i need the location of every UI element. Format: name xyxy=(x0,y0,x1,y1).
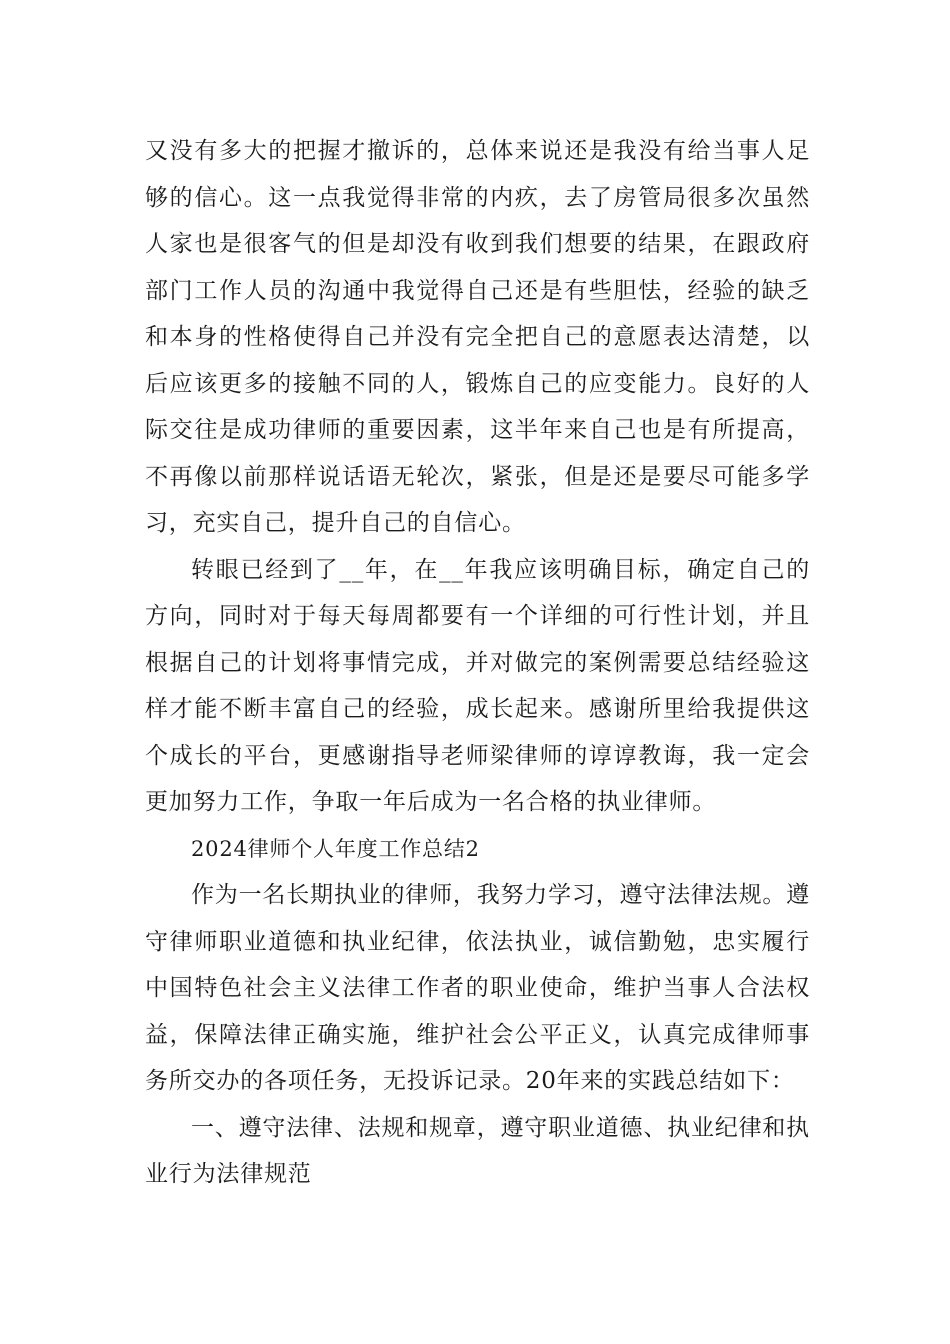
paragraph-point-one: 一、遵守法律、法规和规章，遵守职业道德、执业纪律和执业行为法律规范 xyxy=(145,1114,810,1187)
document-body xyxy=(145,128,810,1198)
paragraph-plan: 转眼已经到了__年，在__年我应该明确目标，确定自己的方向，同时对于每天每周都要有一个详细的可行性计划，并且根据自己的计划将事情完成，并对做完的案例需要总结经验这样才能不断丰富自己的经验，成长起来。感谢所里给我提供这个成长的平台，更感谢指导老师梁律师的谆谆教诲，我一定会更加努力工作，争取一年后成为一名合格的执业律师。 xyxy=(145,556,810,815)
section-heading: 2024律师个人年度工作总结2 xyxy=(191,836,480,861)
paragraph-intro: 作为一名长期执业的律师，我努力学习，遵守法律法规。遵守律师职业道德和执业纪律，依法执业，诚信勤勉，忠实履行中国特色社会主义法律工作者的职业使命，维护当事人合法权益，保障法律正确实施，维护社会公平正义，认真完成律师事务所交办的各项任务，无投诉记录。20年来的实践总结如下： xyxy=(145,882,810,1094)
paragraph-continuation: 又没有多大的把握才撤诉的，总体来说还是我没有给当事人足够的信心。这一点我觉得非常的内疚，去了房管局很多次虽然人家也是很客气的但是却没有收到我们想要的结果，在跟政府部门工作人员的沟通中我觉得自己还是有些胆怯，经验的缺乏和本身的性格使得自己并没有完全把自己的意愿表达清楚，以后应该更多的接触不同的人，锻炼自己的应变能力。良好的人际交往是成功律师的重要因素，这半年来自己也是有所提高，不再像以前那样说话语无轮次，紧张，但是还是要尽可能多学习，充实自己，提升自己的自信心。 xyxy=(145,138,810,536)
